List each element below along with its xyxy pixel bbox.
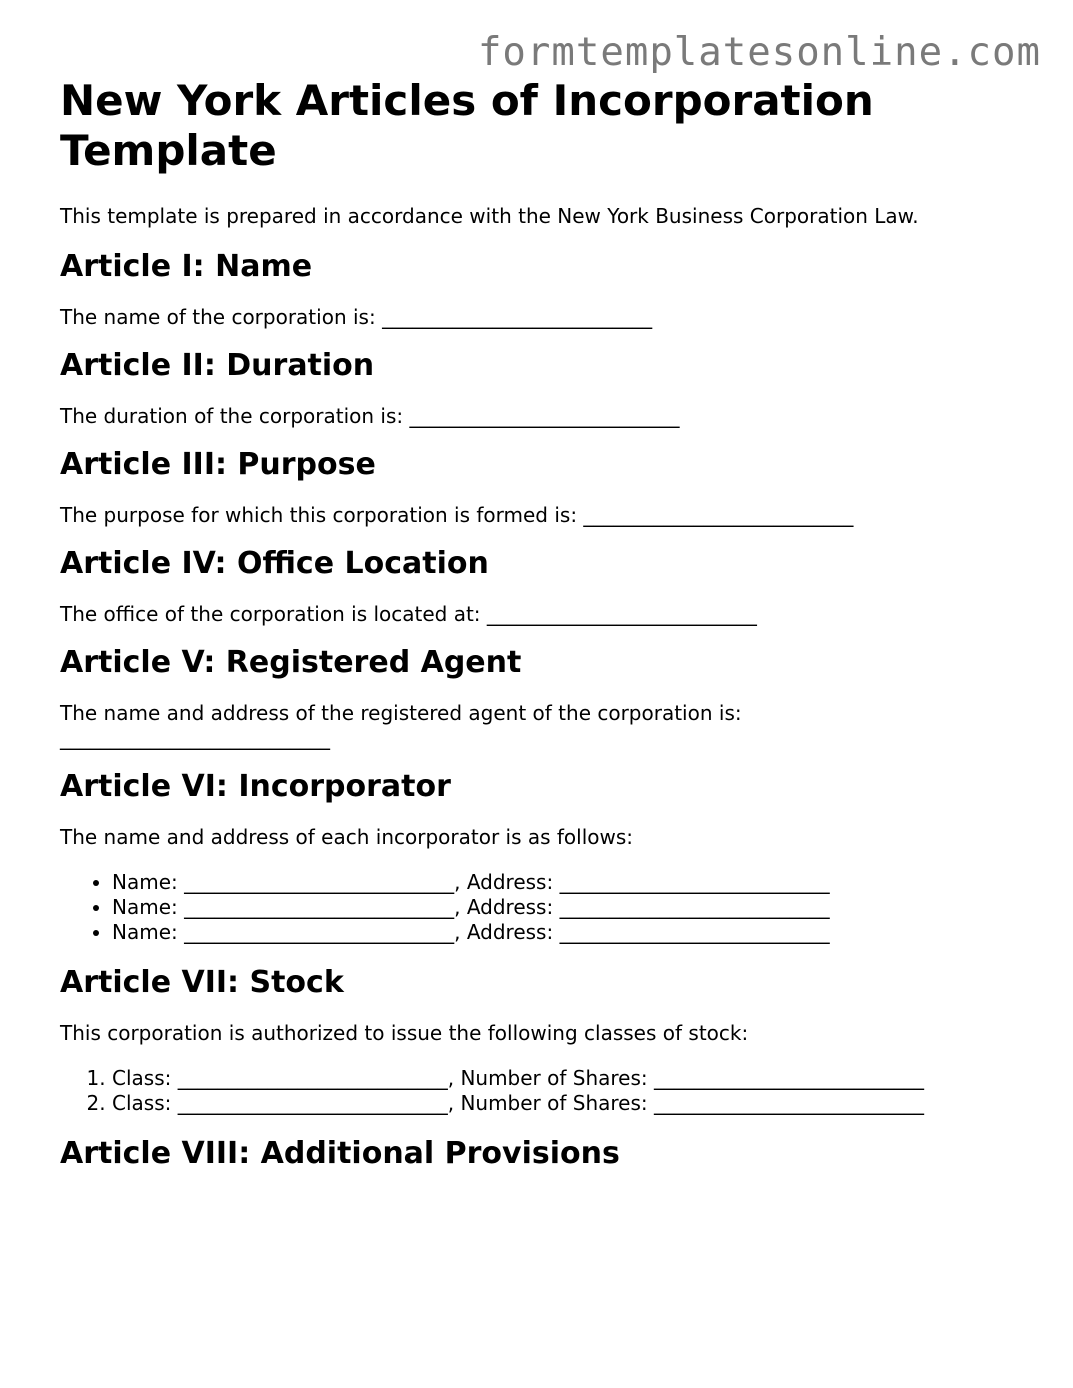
list-item: 1. Class: ___________________________, Number of Shares: ___________________________ — [112, 1066, 1050, 1091]
article-heading: Article VI: Incorporator — [60, 769, 451, 804]
fill-blank[interactable]: ___________________________ — [559, 920, 830, 944]
watermark: formtemplatesonline.com — [477, 30, 1041, 75]
article-text: The purpose for which this corporation is formed is: ___________________________ — [60, 503, 854, 527]
article-2 — [60, 348, 1050, 429]
list-item: • Name: ___________________________, Address: ___________________________ — [112, 920, 1050, 945]
document-title: New York Articles of Incorporation Template — [60, 76, 874, 175]
fill-blank[interactable]: ___________________________ — [559, 870, 830, 894]
article-heading: Article III: Purpose — [60, 447, 376, 482]
article-5 — [60, 645, 1050, 751]
article-heading: Article VII: Stock — [60, 965, 344, 1000]
fill-blank[interactable]: ___________________________ — [184, 870, 455, 894]
fill-blank[interactable]: ___________________________ — [486, 602, 757, 626]
article-text: The name and address of the registered agent of the corporation is: ___________________________ — [60, 701, 742, 750]
article-6 — [60, 769, 1050, 945]
article-text: The name of the corporation is: ___________________________ — [60, 305, 653, 329]
stock-class-list — [60, 1066, 1050, 1116]
list-item: • Name: ___________________________, Address: ___________________________ — [112, 870, 1050, 895]
fill-blank[interactable]: ___________________________ — [177, 1091, 448, 1115]
article-text: The office of the corporation is located at: ___________________________ — [60, 602, 757, 626]
fill-blank[interactable]: ___________________________ — [654, 1066, 925, 1090]
intro-text: This template is prepared in accordance with the New York Business Corporation Law. — [60, 204, 919, 228]
fill-blank[interactable]: ___________________________ — [177, 1066, 448, 1090]
fill-blank[interactable]: ___________________________ — [184, 920, 455, 944]
fill-blank[interactable]: ___________________________ — [382, 305, 653, 329]
article-heading: Article I: Name — [60, 249, 313, 284]
article-1 — [60, 249, 1050, 330]
article-heading: Article II: Duration — [60, 348, 375, 383]
article-heading: Article VIII: Additional Provisions — [60, 1136, 620, 1171]
fill-blank[interactable]: ___________________________ — [60, 726, 330, 750]
article-8 — [60, 1136, 1050, 1172]
article-text: The duration of the corporation is: ___________________________ — [60, 404, 680, 428]
article-heading: Article V: Registered Agent — [60, 645, 522, 680]
incorporator-list — [60, 870, 1050, 945]
article-text: The name and address of each incorporator is as follows: — [60, 825, 634, 849]
fill-blank[interactable]: ___________________________ — [583, 503, 854, 527]
article-text: This corporation is authorized to issue the following classes of stock: — [60, 1021, 749, 1045]
fill-blank[interactable]: ___________________________ — [409, 404, 680, 428]
fill-blank[interactable]: ___________________________ — [559, 895, 830, 919]
article-4 — [60, 546, 1050, 627]
document-page — [60, 76, 1050, 1192]
article-3 — [60, 447, 1050, 528]
list-item: • Name: ___________________________, Address: ___________________________ — [112, 895, 1050, 920]
list-item: 2. Class: ___________________________, Number of Shares: ___________________________ — [112, 1091, 1050, 1116]
fill-blank[interactable]: ___________________________ — [654, 1091, 925, 1115]
fill-blank[interactable]: ___________________________ — [184, 895, 455, 919]
article-7 — [60, 965, 1050, 1116]
article-heading: Article IV: Office Location — [60, 546, 489, 581]
